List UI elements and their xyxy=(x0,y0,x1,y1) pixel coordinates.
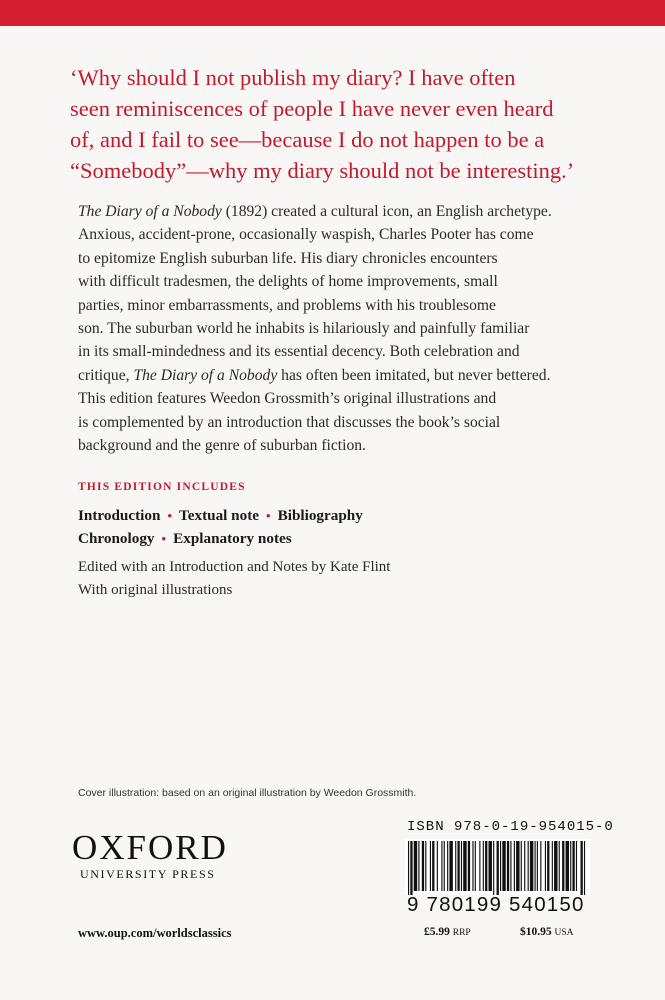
blurb-line: is complemented by an introduction that discusses the book’s social xyxy=(78,413,501,431)
barcode-bar xyxy=(502,841,505,891)
barcode xyxy=(405,839,590,895)
barcode-bar xyxy=(447,841,448,891)
barcode-bar xyxy=(540,841,541,891)
barcode-bar xyxy=(457,841,459,891)
barcode-bar xyxy=(441,841,442,891)
isbn-label: ISBN 978-0-19-954015-0 xyxy=(407,819,614,835)
barcode-bar xyxy=(414,841,417,891)
blurb-line: in its small-mindedness and its essential decency. Both celebration and xyxy=(78,343,520,361)
barcode-bar xyxy=(418,841,419,891)
book-title-italic: The Diary of a Nobody xyxy=(78,203,222,220)
blurb-line: with difficult tradesmen, the delights of home improvements, small xyxy=(78,273,498,291)
includes-list xyxy=(78,504,363,550)
barcode-bar xyxy=(524,841,525,891)
barcode-bar xyxy=(584,841,585,895)
book-description xyxy=(78,200,618,457)
quote-line: seen reminiscences of people I have never even heard xyxy=(70,96,554,121)
barcode-bar xyxy=(425,841,426,891)
barcode-bar xyxy=(432,841,434,891)
includes-item: Textual note xyxy=(179,507,260,524)
bullet-icon: • xyxy=(167,508,172,523)
quote-line: of, and I fail to see—because I do not happen to be a xyxy=(70,127,545,152)
bullet-icon: • xyxy=(161,531,167,546)
barcode-bar xyxy=(500,841,501,891)
barcode-bar xyxy=(581,841,583,895)
price-uk: £5.99 RRP xyxy=(424,926,471,938)
barcode-bar xyxy=(483,841,484,891)
barcode-bars-icon xyxy=(405,839,590,895)
barcode-bar xyxy=(455,841,456,891)
blurb-line: Anxious, accident-prone, occasionally waspish, Charles Pooter has come xyxy=(78,226,534,244)
barcode-bar xyxy=(516,841,519,891)
barcode-bar xyxy=(545,841,546,891)
editor-line: Edited with an Introduction and Notes by Kate Flint xyxy=(78,559,391,575)
barcode-bar xyxy=(479,841,480,891)
barcode-bar xyxy=(410,841,412,895)
barcode-bar xyxy=(430,841,431,891)
barcode-bar xyxy=(463,841,466,891)
barcode-bar xyxy=(461,841,462,891)
barcode-bar xyxy=(562,841,564,891)
bullet-icon: • xyxy=(266,508,271,523)
editor-note xyxy=(78,556,390,602)
blurb-line: parties, minor embarrassments, and problems with his troublesome xyxy=(78,296,496,314)
blurb-line: This edition features Weedon Grossmith’s original illustrations and xyxy=(78,390,497,408)
includes-item: Bibliography xyxy=(277,507,363,524)
blurb-line: The Diary of a Nobody (1892) created a cultural icon, an English archetype. xyxy=(78,203,552,220)
quote-line: “Somebody”—why my diary should not be interesting.’ xyxy=(70,158,575,183)
barcode-bar xyxy=(552,841,553,891)
barcode-bar xyxy=(472,841,473,891)
price-us: $10.95 USA xyxy=(520,926,574,938)
barcode-bar xyxy=(537,841,538,891)
barcode-bar xyxy=(449,841,452,891)
barcode-bar xyxy=(408,841,409,895)
barcode-bar xyxy=(514,841,515,891)
includes-item: Chronology xyxy=(78,530,155,547)
quote-line: ‘Why should I not publish my diary? I have often xyxy=(70,65,516,90)
illustrations-line: With original illustrations xyxy=(78,582,233,598)
barcode-bar xyxy=(485,841,487,891)
barcode-bar xyxy=(437,841,438,891)
barcode-bar xyxy=(422,841,424,891)
publisher-press: UNIVERSITY PRESS xyxy=(80,867,216,881)
barcode-bar xyxy=(566,841,569,891)
barcode-bar xyxy=(507,841,509,891)
barcode-bar xyxy=(475,841,476,891)
includes-heading: THIS EDITION INCLUDES xyxy=(78,481,246,493)
barcode-bar xyxy=(572,841,574,891)
blurb-line: son. The suburban world he inhabits is hilariously and painfully familiar xyxy=(78,320,530,338)
includes-row xyxy=(78,527,363,550)
blurb-line: background and the genre of suburban fiction. xyxy=(78,437,366,455)
includes-row xyxy=(78,504,363,527)
barcode-bar xyxy=(559,841,560,891)
book-title-italic: The Diary of a Nobody xyxy=(133,366,278,384)
barcode-bar xyxy=(570,841,571,891)
barcode-bar xyxy=(535,841,536,891)
barcode-bar xyxy=(530,841,533,891)
barcode-bar xyxy=(547,841,549,891)
barcode-bar xyxy=(468,841,470,891)
publisher-logo: OXFORD xyxy=(72,828,228,867)
includes-item: Introduction xyxy=(78,507,161,524)
barcode-number: 9 780199 540150 xyxy=(407,893,585,916)
barcode-bar xyxy=(521,841,522,891)
barcode-bar xyxy=(528,841,529,891)
barcode-bar xyxy=(489,841,492,891)
barcode-bar xyxy=(497,841,499,895)
includes-item: Explanatory notes xyxy=(173,530,292,547)
blurb-line: critique, The Diary of a Nobody has often been imitated, but never bettered. xyxy=(78,366,551,384)
barcode-bar xyxy=(576,841,577,891)
pull-quote xyxy=(70,62,610,186)
barcode-bar xyxy=(554,841,557,891)
publisher-url: www.oup.com/worldsclassics xyxy=(78,926,232,940)
barcode-bar xyxy=(510,841,511,891)
cover-credit: Cover illustration: based on an original illustration by Weedon Grossmith. xyxy=(78,787,417,799)
barcode-bar xyxy=(493,841,494,895)
barcode-bar xyxy=(444,841,445,891)
blurb-line: to epitomize English suburban life. His diary chronicles encounters xyxy=(78,249,498,267)
top-red-band xyxy=(0,0,665,26)
